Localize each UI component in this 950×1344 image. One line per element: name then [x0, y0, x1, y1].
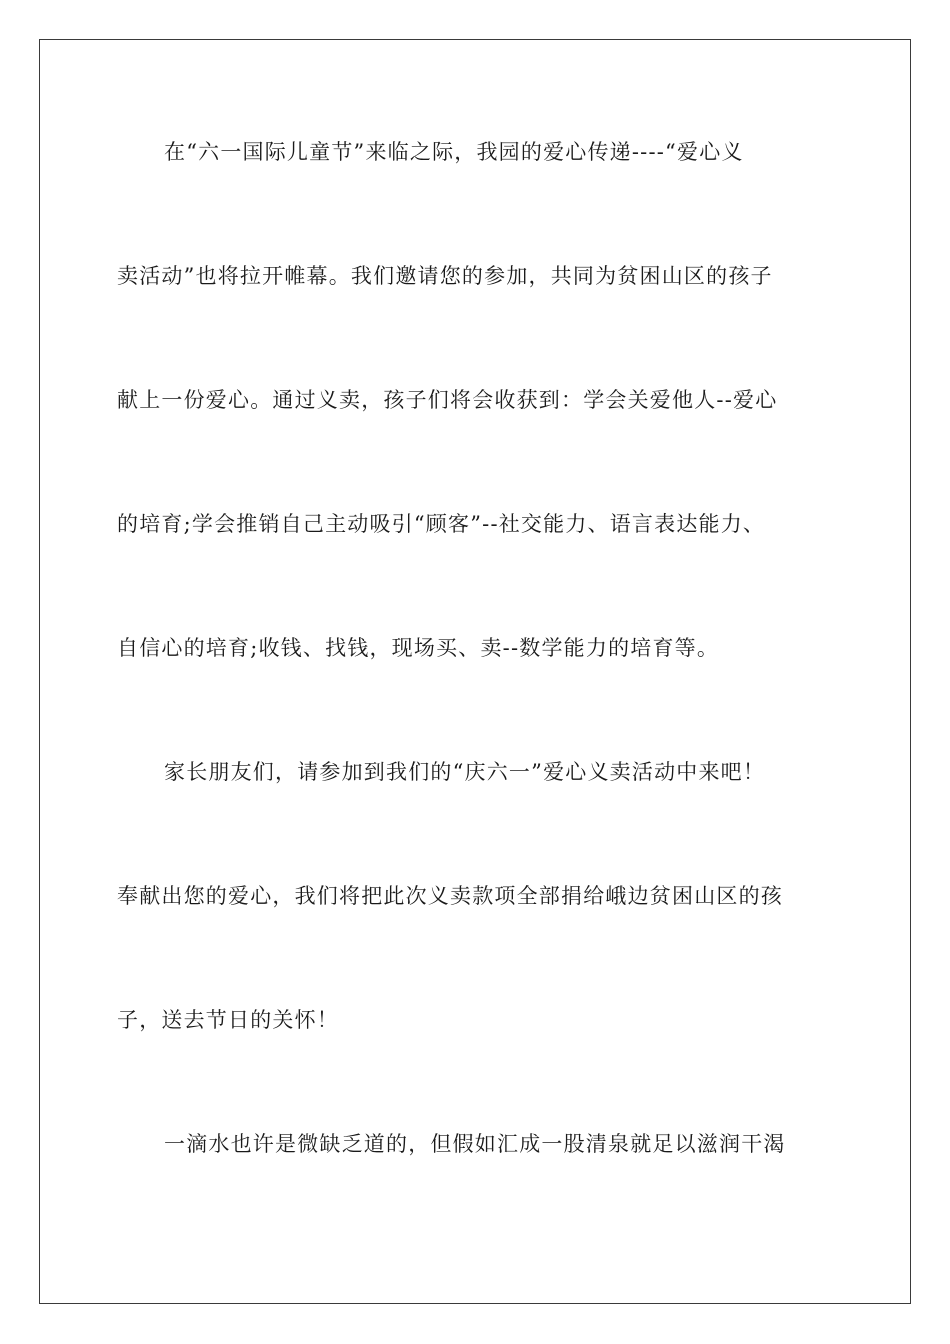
paragraph-1-line-1: 在“六一国际儿童节”来临之际，我园的爱心传递----“爱心义	[164, 140, 744, 164]
page-border	[39, 39, 911, 1304]
paragraph-2-line-3: 子，送去节日的关怀！	[117, 1008, 339, 1032]
paragraph-2-line-2: 奉献出您的爱心，我们将把此次义卖款项全部捐给峨边贫困山区的孩	[117, 884, 783, 908]
paragraph-3-line-1: 一滴水也许是微缺乏道的，但假如汇成一股清泉就足以滋润干渴	[164, 1132, 786, 1156]
paragraph-1-line-5: 自信心的培育;收钱、找钱，现场买、卖--数学能力的培育等。	[117, 636, 720, 660]
paragraph-2-line-1: 家长朋友们，请参加到我们的“庆六一”爱心义卖活动中来吧！	[164, 760, 766, 784]
paragraph-1-line-2: 卖活动”也将拉开帷幕。我们邀请您的参加，共同为贫困山区的孩子	[117, 264, 773, 288]
paragraph-1-line-4: 的培育;学会推销自己主动吸引“顾客”--社交能力、语言表达能力、	[117, 512, 766, 536]
paragraph-1-line-3: 献上一份爱心。通过义卖，孩子们将会收获到：学会关爱他人--爱心	[117, 388, 778, 412]
